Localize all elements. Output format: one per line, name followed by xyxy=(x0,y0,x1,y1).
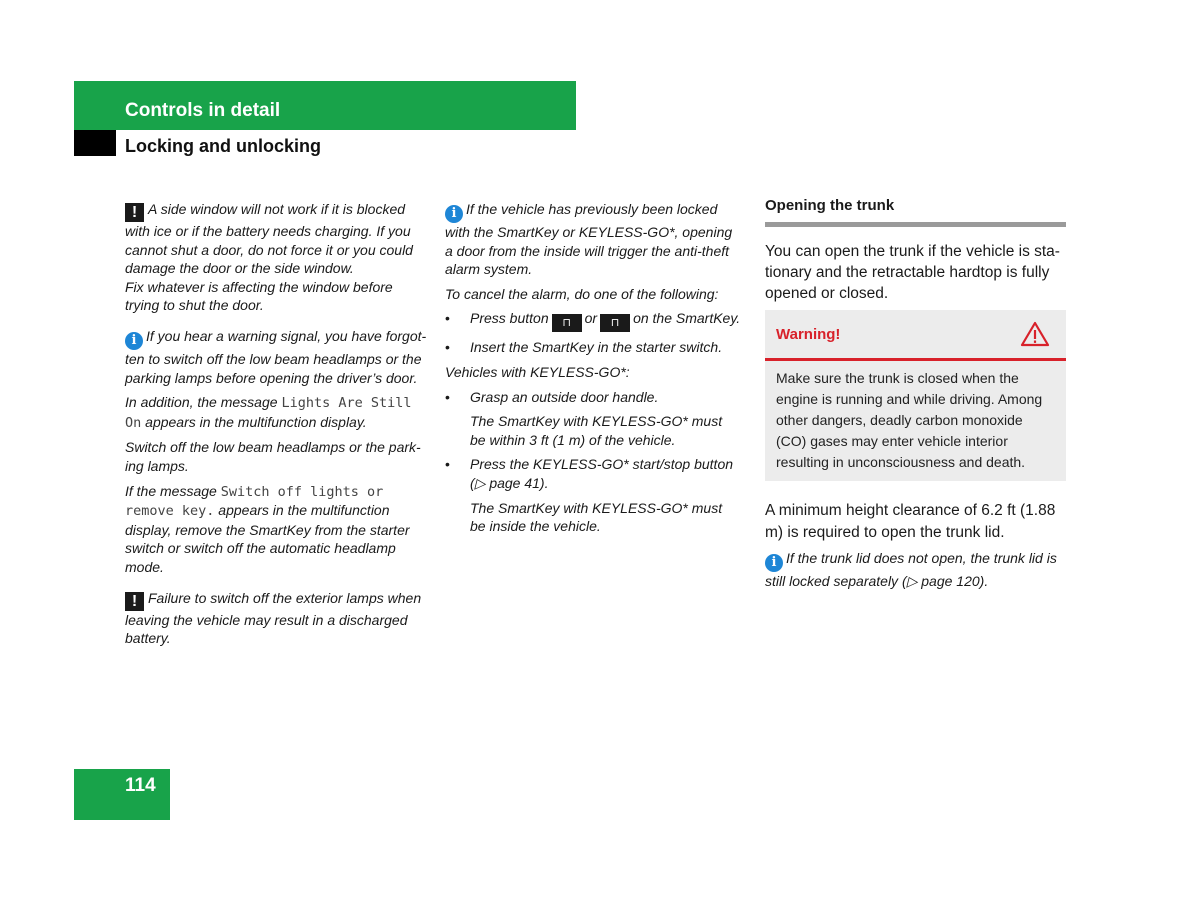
info-icon: i xyxy=(445,205,463,223)
warning-header xyxy=(765,310,1066,361)
warning-text: Make sure the trunk is closed when the engine is running and while driving. Among other dangers, deadly carbon monoxide (CO) gases may enter vehicle interior resulting in unconsciousness and death. xyxy=(776,370,1043,471)
warning-label: Warning! xyxy=(776,326,841,344)
text-span: Press the KEYLESS-GO* start/stop button (▷ page 41). xyxy=(470,456,734,491)
info-icon: i xyxy=(765,554,783,572)
column-right xyxy=(765,197,1066,597)
exclamation-icon: ! xyxy=(125,592,144,611)
text-span: Insert the SmartKey in the starter switch. xyxy=(470,339,723,356)
caution-text-fix: Fix whatever is affecting the window before trying to shut the door. xyxy=(125,278,393,314)
message-paragraph xyxy=(125,393,427,432)
page-number: 114 xyxy=(125,775,156,796)
remove-key-paragraph xyxy=(125,482,427,577)
text-span: appears in the multifunction display. xyxy=(141,413,367,430)
unlock-key-icon: ⊓ xyxy=(552,314,582,332)
section-title: Locking and unlocking xyxy=(125,136,322,156)
caution-note-battery xyxy=(125,589,427,648)
alarm-info-text: If the vehicle has previously been locked with the SmartKey or KEYLESS-GO*, opening a door from the inside will trigger the anti-theft alarm system. xyxy=(445,201,733,278)
section-heading: Opening the trunk xyxy=(765,197,895,214)
list-item: • Press button ⊓ or ⊓ on the SmartKey. xyxy=(445,309,741,332)
list-item-note: The SmartKey with KEYLESS-GO* must be inside the vehicle. xyxy=(470,499,723,535)
section-rule xyxy=(765,222,1066,227)
info-note-lamps xyxy=(125,327,427,577)
column-middle xyxy=(445,200,741,542)
display-message: Switch off lights or remove key. xyxy=(125,483,384,520)
text-span: appears in the multifunction display, remove the SmartKey from the starter switch or switch off the automatic headlamp mode. xyxy=(125,502,410,575)
text-span: If the message xyxy=(125,482,221,499)
section-tab-marker xyxy=(74,130,116,156)
trunk-intro: You can open the trunk if the vehicle is sta-tionary and the retractable hardtop is fully opened or closed. xyxy=(765,242,1060,303)
clearance-text: A minimum height clearance of 6.2 ft (1.88 m) is required to open the trunk lid. xyxy=(765,502,1056,541)
list-item: • Grasp an outside door handle. xyxy=(445,388,659,405)
caution-note-window xyxy=(125,200,427,315)
keyless-intro: Vehicles with KEYLESS-GO*: xyxy=(445,363,630,380)
cancel-intro: To cancel the alarm, do one of the following: xyxy=(445,285,719,302)
list-item-note: The SmartKey with KEYLESS-GO* must be within 3 ft (1 m) of the vehicle. xyxy=(470,413,723,448)
lock-key-icon: ⊓ xyxy=(600,314,630,332)
warning-box xyxy=(765,310,1066,481)
display-message: Lights Are Still On xyxy=(125,395,412,431)
exclamation-icon: ! xyxy=(125,203,144,222)
list-item: • Press the KEYLESS-GO* start/stop button (▷ page 41). xyxy=(445,456,734,491)
text-span: In addition, the message xyxy=(125,394,282,411)
caution-text: A side window will not work if it is blocked with ice or if the battery needs charging. If you cannot shut a door, do not force it or you could damage the door or the side window. xyxy=(125,201,413,277)
info-icon: i xyxy=(125,332,143,350)
trunk-info-text: If the trunk lid does not open, the trunk lid is still locked separately (▷ page 120). xyxy=(765,550,1057,590)
info-text: If you hear a warning signal, you have forgot-ten to switch off the low beam headlamps or the parking lamps before opening the driver’s door. xyxy=(125,327,427,386)
text-span: Grasp an outside door handle. xyxy=(470,388,659,405)
chapter-title: Controls in detail xyxy=(125,100,281,121)
switch-off-paragraph: Switch off the low beam headlamps or the park-ing lamps. xyxy=(125,439,421,474)
text-span: on the SmartKey. xyxy=(633,310,741,327)
text-span: or xyxy=(584,310,598,327)
warning-triangle-icon xyxy=(1020,321,1050,347)
column-left xyxy=(125,200,427,660)
caution-text: Failure to switch off the exterior lamps when leaving the vehicle may result in a discharged battery. xyxy=(125,589,422,647)
text-span: Press button xyxy=(470,310,549,327)
list-item: • Insert the SmartKey in the starter switch. xyxy=(445,339,723,356)
